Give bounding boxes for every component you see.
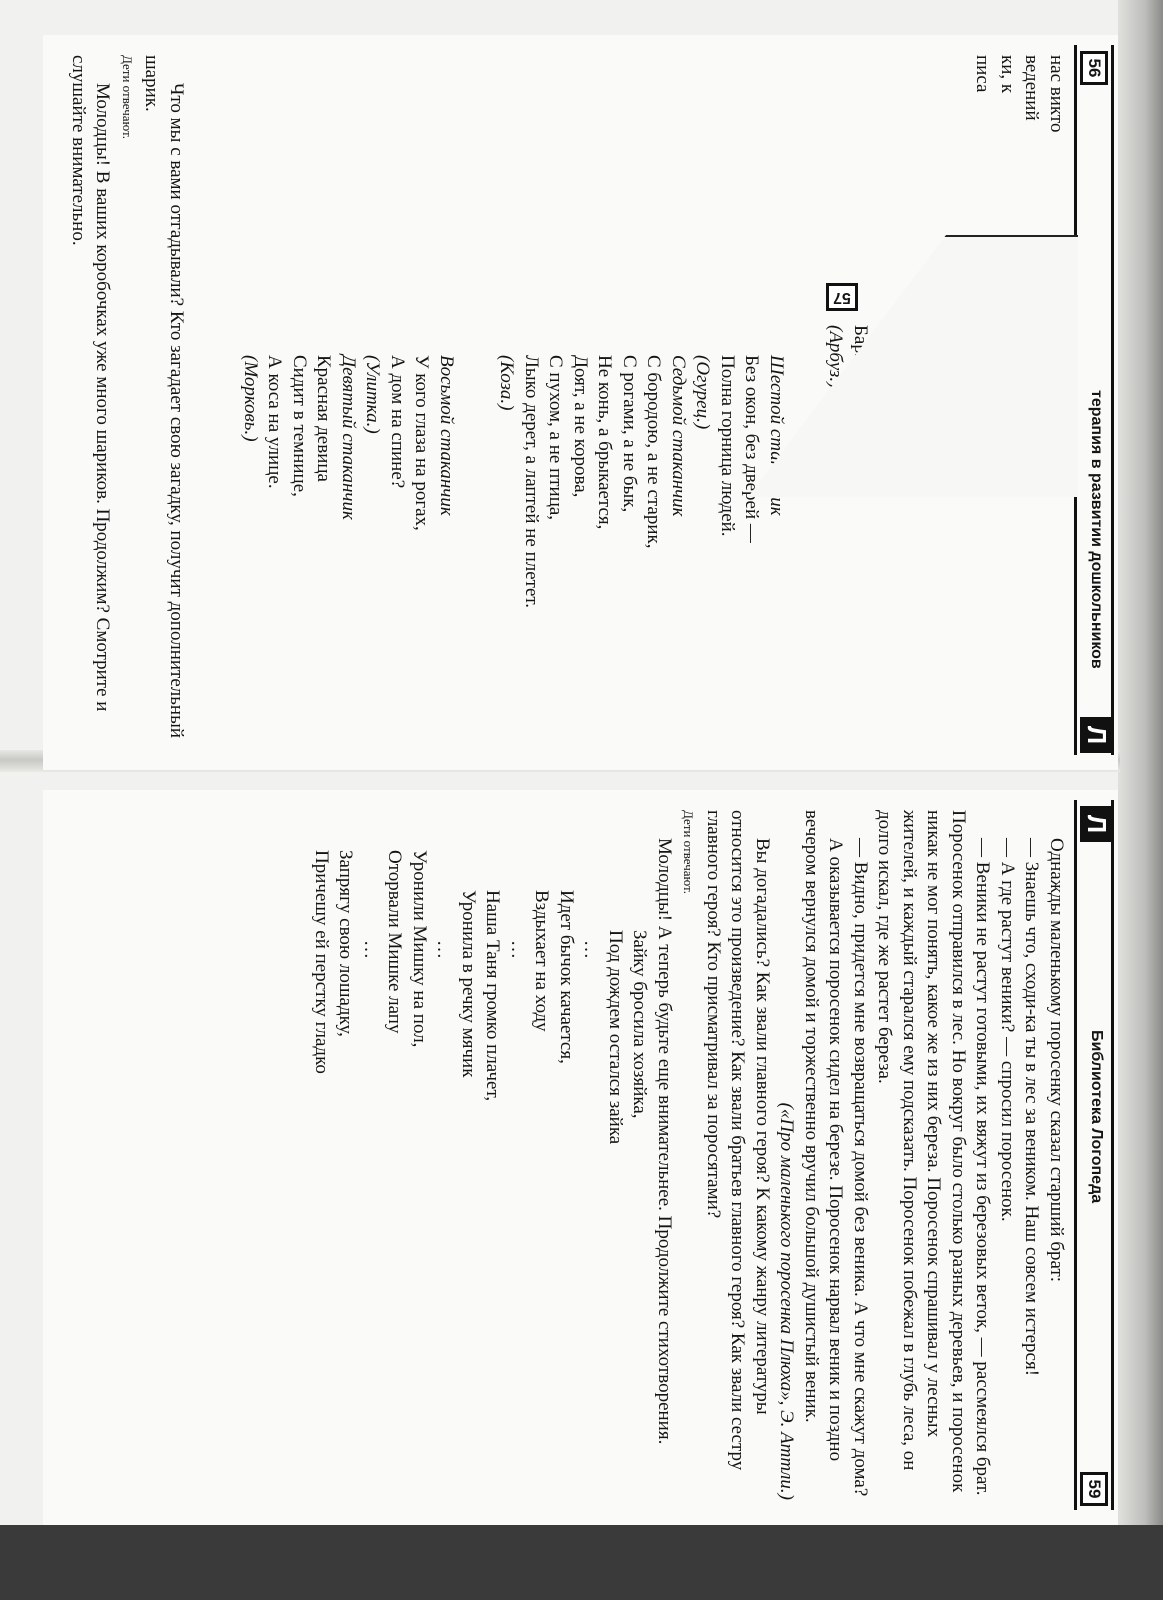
riddle-answer: (Морковь.) bbox=[240, 355, 261, 442]
story-paragraph: — А где растут веники? — спросил поросенок. bbox=[997, 838, 1018, 1222]
story-paragraph: Однажды маленькому поросенку сказал старший брат: bbox=[1046, 838, 1067, 1283]
riddle-header: Шестой стаканчик bbox=[766, 355, 787, 516]
riddle-line: Полна горница людей. bbox=[717, 355, 738, 537]
section-badge: Л bbox=[1080, 717, 1114, 753]
running-head bbox=[1074, 45, 1114, 755]
riddle-line: А коса на улице. bbox=[264, 355, 286, 489]
poem-line: Наша Таня громко плачет, bbox=[482, 890, 504, 1102]
riddle-line: А дом на спине? bbox=[387, 355, 408, 489]
riddle-line: Лыко дерет, а лаптей не плетет. bbox=[521, 355, 542, 609]
riddle-line: У кого глаза на рогах, bbox=[411, 355, 433, 531]
story-paragraph: — Видно, придется мне возвращаться домой без веника. А что мне скажут дома? bbox=[850, 838, 871, 1497]
riddle-header: Восьмой стаканчик bbox=[436, 355, 457, 516]
fragment-line: нас викто bbox=[1046, 55, 1067, 133]
kids-answer: Дети отвечают. bbox=[120, 55, 135, 140]
fragment-line: ки, к bbox=[997, 55, 1018, 94]
poem-block bbox=[309, 850, 652, 1500]
folded-page-corner bbox=[748, 235, 1078, 497]
poem-line: Причешу ей перстку гладко bbox=[311, 850, 332, 1074]
riddle-header: Седьмой стаканчик bbox=[668, 355, 689, 517]
story-paragraph: — Веники не растут готовыми, их вяжут из березовых веток, — рассмеялся брат. Поросенок отправился в лес. Но вокруг было столько разных деревьев, и поросенок никак не мог понять, какое же из них береза. Поросенок спрашивал у лесных жителей, и каждый старался ему подсказать. Поросенок побежал в глубь леса, он долго искал, где же растет береза. bbox=[874, 810, 994, 1496]
running-head-title: Библиотека Логопеда bbox=[1088, 1030, 1105, 1204]
folded-corner-page-number: 57 bbox=[826, 283, 858, 311]
riddles-block-3 bbox=[238, 355, 459, 745]
running-head bbox=[1074, 800, 1114, 1510]
poem-line: Под дождем остался зайка bbox=[605, 930, 626, 1145]
right-page bbox=[43, 790, 1118, 1525]
riddle-answer: (Огурец.) bbox=[692, 355, 714, 430]
prompt-paragraph: Молодцы! А теперь будьте еще внимательнее. Продолжите стихотворения. bbox=[654, 838, 675, 1445]
riddle-line: Красная девица bbox=[313, 355, 335, 482]
poem-ellipsis: … bbox=[507, 940, 528, 959]
riddle-line: Без окон, без дверей — bbox=[741, 355, 763, 543]
fragment-line: ведений bbox=[1021, 55, 1043, 121]
story-paragraph: — Знаешь что, сходи-ка ты в лес за веником. Наш совсем истерся! bbox=[1021, 838, 1043, 1377]
page-number: 59 bbox=[1080, 1472, 1108, 1506]
book-edge bbox=[1118, 0, 1163, 1525]
closing-paragraph: Молодцы! В ваших коробочках уже много шариков. Продолжим? Смотрите и слушайте внимательно. bbox=[68, 55, 114, 712]
poem-line: Уронила в речку мячик bbox=[458, 890, 479, 1078]
left-page bbox=[43, 35, 1118, 770]
closing-block bbox=[66, 55, 189, 745]
poem-line: Оторвали Мишке лапу bbox=[384, 850, 406, 1034]
riddles-block-2 bbox=[494, 355, 788, 745]
riddle-line: С пухом, а не птица, bbox=[545, 355, 567, 521]
riddle-line: Сидит в темнице, bbox=[289, 355, 310, 497]
poem-line: Запрягу свою лошадку, bbox=[335, 850, 357, 1037]
questions-paragraph: Вы догадались? Как звали главного героя? К какому жанру литературы относится это произведение? Как звали братьев главного героя? Как звали сестру главного героя? Кто присматривал за поросятами? bbox=[703, 810, 773, 1471]
running-head-title: терапия в развитии дошкольников bbox=[1088, 390, 1105, 669]
page-number: 56 bbox=[1080, 51, 1108, 85]
riddle-line: Доят, а не корова, bbox=[570, 355, 591, 498]
poem-line: Идет бычок качается, bbox=[556, 890, 577, 1064]
riddle-answer: (Коза.) bbox=[496, 355, 518, 411]
poem-ellipsis: … bbox=[360, 940, 381, 959]
scan-border bbox=[0, 1525, 1163, 1600]
poem-line: Зайку бросила хозяйка, bbox=[629, 930, 651, 1119]
riddle-answer: (Арбуз.) bbox=[825, 325, 847, 389]
poem-ellipsis: … bbox=[433, 940, 455, 959]
folded-text-fragments bbox=[970, 55, 1068, 145]
riddle-header: Девятый стаканчик bbox=[338, 355, 359, 520]
kids-answer: Дети отвечают. bbox=[681, 810, 697, 895]
story-source: («Про маленького поросенка Плюха», Э. Аттли.) bbox=[776, 1102, 798, 1500]
riddle-line: С рогами, а не бык, bbox=[619, 355, 640, 513]
page-body bbox=[309, 810, 1069, 1500]
fragment-line: писа bbox=[972, 55, 994, 93]
riddle-answer: (Улитка.) bbox=[362, 355, 384, 434]
riddle-line: Не конь, а брыкается, bbox=[594, 355, 616, 530]
poem-line: Уронили Мишку на пол, bbox=[409, 850, 430, 1048]
riddle-line: С бородою, а не старик, bbox=[643, 355, 665, 549]
poem-line: Вздыхает на ходу bbox=[531, 890, 553, 1032]
story-paragraph: А оказывается поросенок сидел на березе. Поросенок нарвал веник и поздно вечером вернулся домой и торжественно вручил большой душистый веник. bbox=[801, 810, 847, 1462]
closing-paragraph: Что мы с вами отгадывали? Кто загадает свою загадку, получит дополнительный шарик. bbox=[141, 55, 187, 739]
section-badge: Л bbox=[1080, 806, 1114, 842]
poem-ellipsis: … bbox=[580, 940, 602, 959]
